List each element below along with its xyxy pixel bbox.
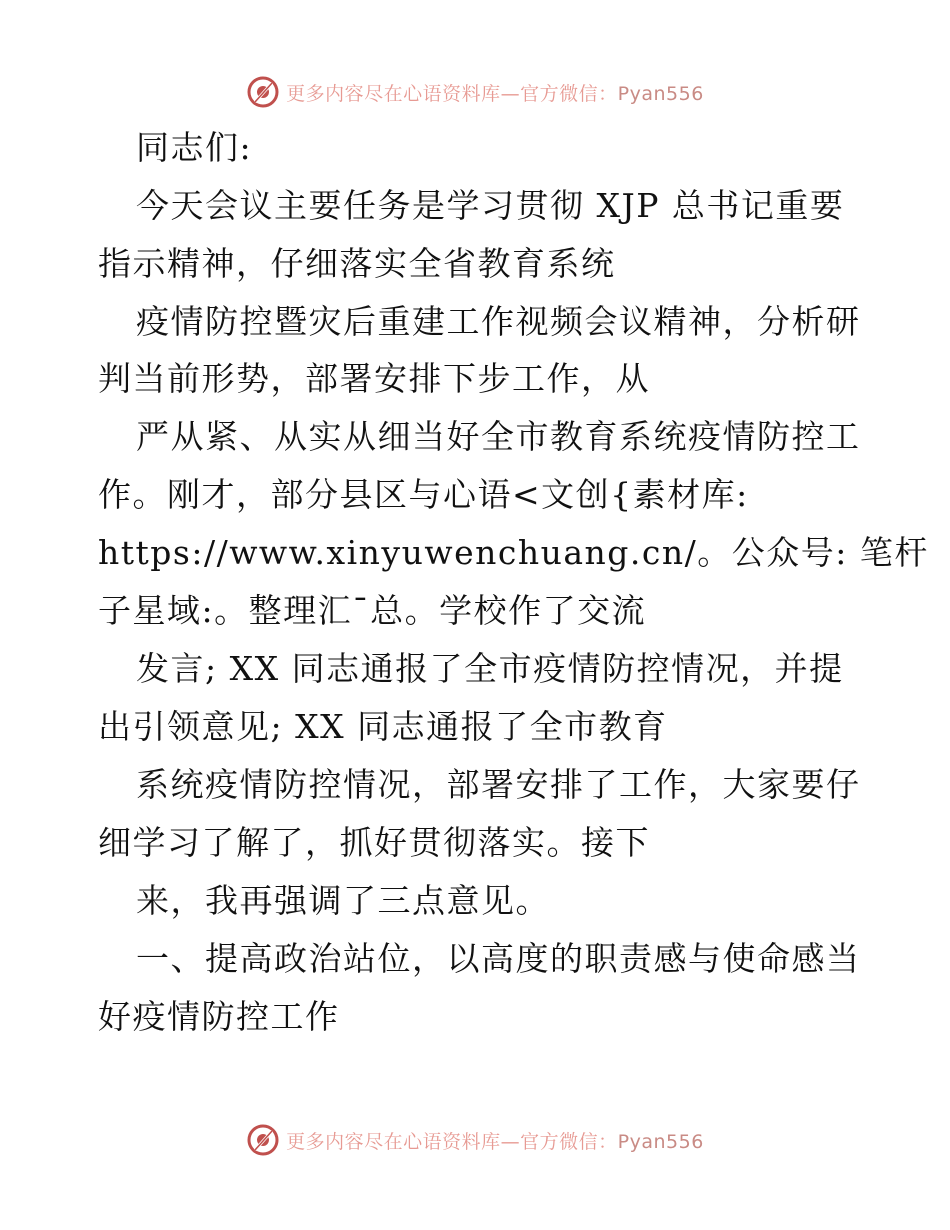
text-line: 子星域:。整理汇¯总。学校作了交流: [98, 591, 647, 630]
text-line: 细学习了解了，抓好贯彻落实。接下: [98, 823, 650, 862]
text-line: 发言; XX 同志通报了全市疫情防控情况，并提: [136, 649, 844, 688]
text-line: 指示精神，仔细落实全省教育系统: [98, 244, 616, 283]
watermark-text: 更多内容尽在心语资料库—官方微信：Pyan556: [286, 1130, 704, 1153]
text-line: 今天会议主要任务是学习贯彻 XJP 总书记重要: [136, 186, 845, 225]
watermark-header: [0, 72, 950, 112]
text-line: 严从紧、从实从细当好全市教育系统疫情防控工: [136, 417, 861, 456]
text-line: 系统疫情防控情况，部署安排了工作，大家要仔: [136, 765, 861, 804]
section-heading: 一、提高政治站位，以高度的职责感与使命感当: [136, 939, 861, 978]
text-line: https://www.xinyuwenchuang.cn/。公众号: 笔杆: [98, 533, 929, 572]
text-line: 作。刚才，部分县区与心语<文创{素材库:: [98, 475, 749, 514]
text-line: 疫情防控暨灾后重建工作视频会议精神，分析研: [136, 302, 861, 341]
logo-icon: [246, 1123, 280, 1157]
text-line: 来，我再强调了三点意见。: [136, 881, 550, 920]
watermark-footer: [0, 1120, 950, 1160]
text-line: 判当前形势，部署安排下步工作，从: [98, 359, 650, 398]
greeting-line: 同志们:: [136, 128, 253, 167]
logo-icon: [246, 75, 280, 109]
text-line: 出引领意见; XX 同志通报了全市教育: [98, 707, 668, 746]
watermark-text: 更多内容尽在心语资料库—官方微信：Pyan556: [286, 82, 704, 105]
section-heading-cont: 好疫情防控工作: [98, 997, 340, 1036]
